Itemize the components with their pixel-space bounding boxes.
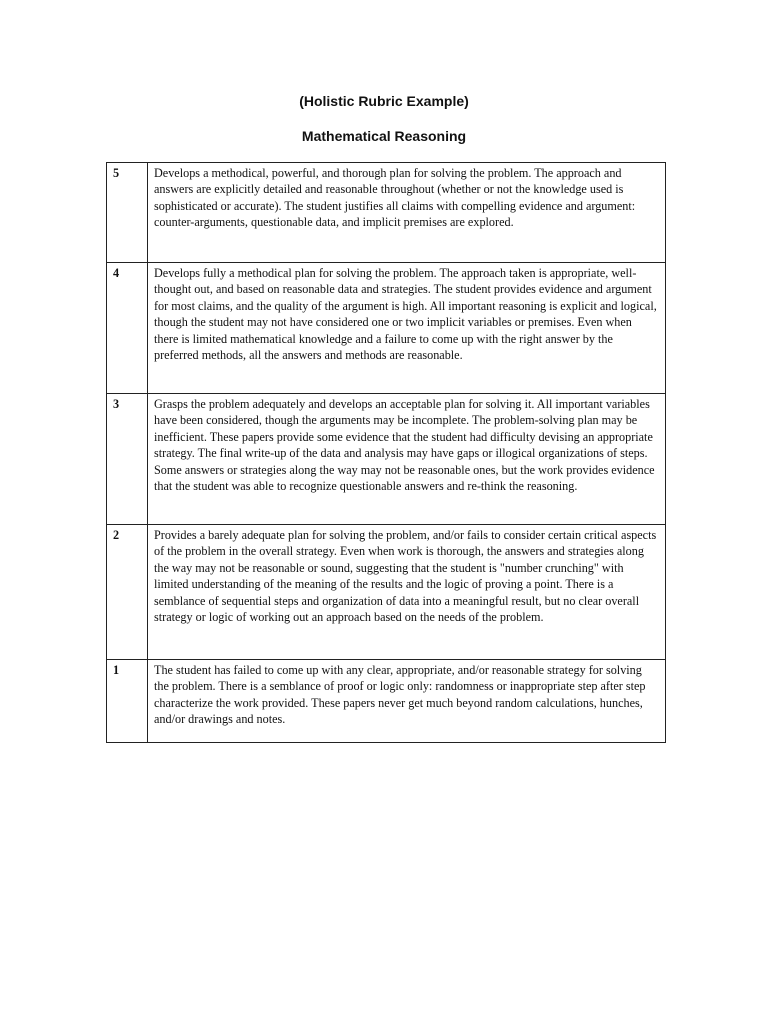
description-cell: Develops a methodical, powerful, and thorough plan for solving the problem. The approach and answers are explicitly detailed and reasonable throughout (whether or not the knowledge used is sophisticated or accurate). The student justifies all claims with compelling evidence and argument: counter-arguments, questionable data, and implicit premises are explored.	[148, 163, 666, 263]
score-cell: 5	[107, 163, 148, 263]
score-cell: 2	[107, 525, 148, 660]
score-cell: 3	[107, 394, 148, 525]
description-cell: The student has failed to come up with any clear, appropriate, and/or reasonable strategy for solving the problem. There is a semblance of proof or logic only: randomness or inappropriate step after step characterize the work provided. These papers never get much beyond random calculations, hunches, and/or drawings and notes.	[148, 660, 666, 743]
rubric-row-3	[107, 394, 666, 525]
score-cell: 4	[107, 263, 148, 394]
description-cell: Provides a barely adequate plan for solving the problem, and/or fails to consider certain critical aspects of the problem in the overall strategy. Even when work is thorough, the answers and strategies along the way may not be reasonable or sound, suggesting that the student is "number crunching" with limited understanding of the meaning of the results and the logic of proving a point. There is a semblance of sequential steps and organization of data into a meaningful result, but no clear overall strategy or logic of working out an approach based on the needs of the problem.	[148, 525, 666, 660]
document-subtitle: Mathematical Reasoning	[301, 128, 467, 144]
rubric-row-5	[107, 163, 666, 263]
score-cell: 1	[107, 660, 148, 743]
rubric-table	[106, 162, 666, 743]
rubric-row-2	[107, 525, 666, 660]
description-cell: Grasps the problem adequately and develops an acceptable plan for solving it. All important variables have been considered, though the arguments may be incomplete. The problem-solving plan may be inefficient. These papers provide some evidence that the student had difficulty devising an appropriate strategy. The final write-up of the data and analysis may have gaps or illogical organizations of steps. Some answers or strategies along the way may not be reasonable ones, but the work provides evidence that the student was able to recognize questionable answers and re-think the reasoning.	[148, 394, 666, 525]
rubric-row-1	[107, 660, 666, 743]
document-title: (Holistic Rubric Example)	[299, 93, 469, 109]
rubric-row-4	[107, 263, 666, 394]
description-cell: Develops fully a methodical plan for solving the problem. The approach taken is appropriate, well-thought out, and based on reasonable data and strategies. The student provides evidence and argument for most claims, and the quality of the argument is high. All important reasoning is explicit and logical, though the student may not have considered one or two implicit variables or premises. Even when there is limited mathematical knowledge and a failure to come up with the right answer by the preferred methods, all the answers and methods are reasonable.	[148, 263, 666, 394]
